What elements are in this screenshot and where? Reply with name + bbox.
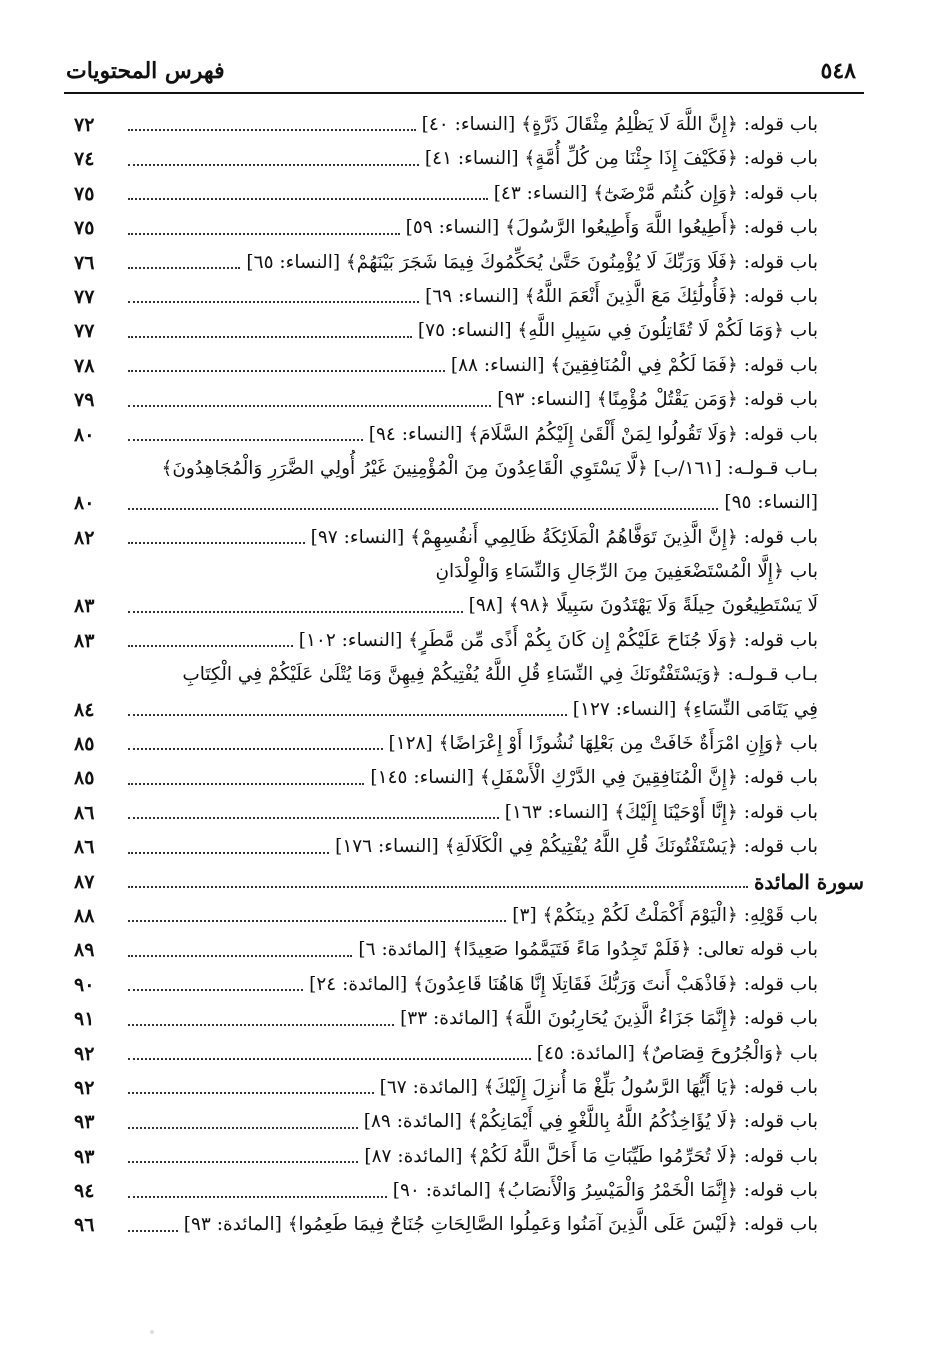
toc-entry (64, 314, 864, 348)
toc-entry-text: باب قوله تعالى: ﴿فَلَمْ تَجِدُوا مَاءً فَتَيَمَّمُوا صَعِيدًا﴾ [المائدة: ٦] (358, 939, 818, 961)
dot-leader (128, 164, 419, 166)
scan-speck (150, 1330, 154, 1334)
dot-leader (128, 817, 499, 819)
toc-entry (64, 1002, 864, 1036)
toc-page-number: ٨٠ (74, 492, 95, 515)
toc-page-number: ٨٦ (74, 836, 95, 859)
toc-entry (64, 589, 864, 623)
toc-page-number: ٧٥ (74, 182, 95, 205)
dot-leader (128, 301, 419, 303)
toc-page-number: ٧٧ (74, 320, 95, 343)
toc-entry-text: باب ﴿وَمَا لَكُمْ لَا تُقَاتِلُونَ فِي سَبِيلِ اللَّهِ﴾ [النساء: ٧٥] (417, 320, 818, 342)
toc-page-number: ٨٨ (74, 904, 95, 927)
toc-page-number: ٧٩ (74, 389, 95, 412)
toc-entry (64, 1037, 864, 1071)
dot-leader (128, 508, 718, 510)
dot-leader (128, 645, 293, 647)
toc-entry-text: باب قوله: ﴿وَلَا جُنَاحَ عَلَيْكُمْ إِن كَانَ بِكُمْ أَذًى مِّن مَّطَرٍ﴾ [النساء: ١٠٢] (298, 629, 818, 651)
toc-entry-text: باب قوله: ﴿وَإِن كُنتُم مَّرْضَىٰٓ﴾ [النساء: ٤٣] (493, 182, 818, 204)
dot-leader (128, 1058, 531, 1060)
dot-leader (128, 1024, 394, 1026)
toc-entry (64, 452, 864, 486)
toc-entry (64, 142, 864, 176)
toc-entry-text: باب قوله: ﴿إِنَّمَا جَزَاءُ الَّذِينَ يُحَارِبُونَ اللَّهَ﴾ [المائدة: ٣٣] (400, 1008, 818, 1030)
toc-entry (64, 108, 864, 142)
toc-entry (64, 933, 864, 967)
toc-entry (64, 211, 864, 245)
toc-entry (64, 1140, 864, 1174)
toc-page-number: ٧٤ (74, 148, 95, 171)
toc-page-number: ٨٤ (74, 698, 95, 721)
dot-leader (128, 852, 329, 854)
toc-entry-text: لَا يَسْتَطِيعُونَ حِيلَةً وَلَا يَهْتَدُونَ سَبِيلًا ﴿٩٨﴾ [٩٨] (468, 595, 818, 617)
toc-page-number: ٩٤ (74, 1180, 95, 1203)
toc-page-number: ٩٢ (74, 1076, 95, 1099)
toc-entry (64, 521, 864, 555)
toc-page-number: ٧٦ (74, 251, 95, 274)
toc-entry-text: باب قوله: ﴿وَلَا تَقُولُوا لِمَنْ أَلْقَىٰ إِلَيْكُمُ السَّلَامَ﴾ [النساء: ٩٤] (368, 423, 818, 445)
toc-entry-text: باب قوله: ﴿لَا يُؤَاخِذُكُمُ اللَّهُ بِاللَّغْوِ فِي أَيْمَانِكُمْ﴾ [المائدة: ٨٩] (363, 1111, 818, 1133)
toc-entry-text: باب قوله: ﴿فَاذْهَبْ أَنتَ وَرَبُّكَ فَقَاتِلَا إِنَّا هَاهُنَا قَاعِدُونَ﴾ [المائدة: ٢٤] (309, 973, 818, 995)
dot-leader (128, 336, 412, 338)
toc-entry-text: باب قوله: ﴿إِنَّمَا الْخَمْرُ وَالْمَيْسِرُ وَالْأَنصَابُ﴾ [المائدة: ٩٠] (392, 1180, 818, 1202)
toc-entry-text: باب قوله: ﴿لَيْسَ عَلَى الَّذِينَ آمَنُوا وَعَمِلُوا الصَّالِحَاتِ جُنَاحٌ فِيمَا طَعِمُوا﴾ [المائدة: ٩٣] (183, 1214, 818, 1236)
toc-entry (64, 658, 864, 692)
toc-entry-text: باب قوله: ﴿فَلَا وَرَبِّكَ لَا يُؤْمِنُونَ حَتَّىٰ يُحَكِّمُوكَ فِيمَا شَجَرَ بَيْنَهُمْ﴾ [النساء: ٦٥] (246, 251, 818, 273)
toc-page-number: ٨٣ (74, 595, 95, 618)
toc-entry-text: باب ﴿وَالْجُرُوحَ قِصَاصٌ﴾ [المائدة: ٤٥] (536, 1042, 818, 1064)
toc-page-number: ٨٩ (74, 939, 95, 962)
page-number: ٥٤٨ (820, 58, 856, 84)
dot-leader (128, 370, 445, 372)
toc-page-number: ٨٦ (74, 801, 95, 824)
toc-entry-text: باب قوله: ﴿لَا تُحَرِّمُوا طَيِّبَاتِ مَا أَحَلَّ اللَّهُ لَكُمْ﴾ [المائدة: ٨٧] (364, 1145, 818, 1167)
toc-entry-text: سورة المائدة (753, 869, 864, 894)
dot-leader (128, 920, 506, 922)
toc-entry-text: باب قَوْلِهِ: ﴿الْيَوْمَ أَكْمَلْتُ لَكُمْ دِينَكُمْ﴾ [٣] (512, 904, 818, 926)
toc-entry-text: باب قوله: ﴿إِنَّا أَوْحَيْنَا إِلَيْكَ﴾ [النساء: ١٦٣] (504, 801, 818, 823)
toc-page-number: ٨٠ (74, 423, 95, 446)
toc-entry (64, 1071, 864, 1105)
dot-leader (128, 439, 363, 441)
toc-entry (64, 1174, 864, 1208)
toc-page-number: ٩٣ (74, 1145, 95, 1168)
dot-leader (128, 886, 748, 888)
dot-leader (128, 714, 567, 716)
toc-entry-text: فِي يَتَامَى النِّسَاءِ﴾ [النساء: ١٢٧] (572, 698, 818, 720)
toc-entry-text: باب قوله: ﴿فَمَا لَكُمْ فِي الْمُنَافِقِينَ﴾ [النساء: ٨٨] (450, 354, 818, 376)
toc-entry-text: باب قوله: ﴿إِنَّ اللَّهَ لَا يَظْلِمُ مِثْقَالَ ذَرَّةٍ﴾ [النساء: ٤٠] (421, 113, 818, 135)
toc-entry (64, 1209, 864, 1243)
dot-leader (128, 748, 383, 750)
dot-leader (128, 267, 240, 269)
toc-entry-text: باب قوله: ﴿أَطِيعُوا اللَّهَ وَأَطِيعُوا الرَّسُولَ﴾ [النساء: ٥٩] (405, 217, 818, 239)
toc-entry (64, 349, 864, 383)
toc-entry (64, 486, 864, 520)
toc-page-number: ٨٣ (74, 629, 95, 652)
toc-entry (64, 246, 864, 280)
dot-leader (128, 1092, 374, 1094)
dot-leader (128, 129, 416, 131)
dot-leader (128, 1196, 387, 1198)
dot-leader (128, 1127, 358, 1129)
toc-page-number: ٨٥ (74, 733, 95, 756)
dot-leader (128, 405, 491, 407)
dot-leader (128, 955, 352, 957)
dot-leader (128, 611, 463, 613)
toc-entry-text: باب قوله: ﴿فَكَيْفَ إِذَا جِئْنَا مِن كُلِّ أُمَّةٍ﴾ [النساء: ٤١] (424, 148, 818, 170)
toc-entry (64, 555, 864, 589)
toc-page-number: ٧٧ (74, 285, 95, 308)
toc-entry (64, 383, 864, 417)
toc-entry (64, 899, 864, 933)
toc-entry (64, 968, 864, 1002)
toc-entry (64, 280, 864, 314)
toc-entry (64, 761, 864, 795)
toc-page-number: ٩١ (74, 1008, 95, 1031)
toc-entry-text: باب قوله: ﴿إِنَّ الَّذِينَ تَوَفَّاهُمُ الْمَلَائِكَةُ ظَالِمِي أَنفُسِهِمْ﴾ [النساء: ٩٧] (310, 526, 818, 548)
toc-page-number: ٨٢ (74, 526, 95, 549)
dot-leader (128, 198, 488, 200)
toc-entry-text: باب قوله: ﴿إِنَّ الْمُنَافِقِينَ فِي الدَّرْكِ الْأَسْفَلِ﴾ [النساء: ١٤٥] (370, 767, 818, 789)
toc-page-number: ٧٢ (74, 113, 95, 136)
toc-entry (64, 624, 864, 658)
toc-page-number: ٧٨ (74, 354, 95, 377)
toc-entry-text: باب ﴿إِلَّا الْمُسْتَضْعَفِينَ مِنَ الرِّجَالِ وَالنِّسَاءِ وَالْوِلْدَانِ (435, 561, 818, 583)
toc-page-number: ٩٠ (74, 973, 95, 996)
toc-page-number: ٩٢ (74, 1042, 95, 1065)
toc-page-number: ٨٥ (74, 767, 95, 790)
toc-entry-text: بـاب قـولـه: ﴿وَيَسْتَفْتُونَكَ فِي النِّسَاءِ قُلِ اللَّهُ يُفْتِيكُمْ فِيهِنَّ وَمَا يُتْلَىٰ عَلَيْكُمْ فِي الْكِتَابِ (182, 664, 818, 686)
toc-entry-text: باب قوله: ﴿يَسْتَفْتُونَكَ قُلِ اللَّهُ يُفْتِيكُمْ فِي الْكَلَالَةِ﴾ [النساء: ١٧٦] (335, 836, 818, 858)
dot-leader (128, 1161, 358, 1163)
toc-entry-text: باب قوله: ﴿وَمَن يَقْتُلْ مُؤْمِنًا﴾ [النساء: ٩٣] (497, 389, 818, 411)
page-header (64, 56, 864, 94)
toc-entry (64, 727, 864, 761)
toc-entry-text: [النساء: ٩٥] (724, 492, 818, 514)
toc-entry (64, 418, 864, 452)
dot-leader (128, 1230, 178, 1232)
dot-leader (128, 989, 303, 991)
table-of-contents (64, 108, 864, 1243)
toc-page-number: ٧٥ (74, 217, 95, 240)
toc-page-number: ٨٧ (74, 870, 95, 893)
dot-leader (128, 542, 305, 544)
toc-page-number: ٩٦ (74, 1214, 95, 1237)
toc-entry (64, 1105, 864, 1139)
toc-entry (64, 830, 864, 864)
toc-entry-text: باب ﴿وَإِنِ امْرَأَةٌ خَافَتْ مِن بَعْلِهَا نُشُوزًا أَوْ إِعْرَاضًا﴾ [١٢٨] (388, 733, 818, 755)
toc-entry (64, 796, 864, 830)
page-title: فهرس المحتويات (66, 58, 225, 84)
dot-leader (128, 233, 400, 235)
dot-leader (128, 783, 364, 785)
toc-entry (64, 177, 864, 211)
toc-entry-text: باب قوله: ﴿فَأُولَٰئِكَ مَعَ الَّذِينَ أَنْعَمَ اللَّهُ﴾ [النساء: ٦٩] (425, 285, 818, 307)
toc-entry (64, 693, 864, 727)
toc-entry-text: باب قوله: ﴿يَا أَيُّهَا الرَّسُولُ بَلِّغْ مَا أُنزِلَ إِلَيْكَ﴾ [المائدة: ٦٧] (379, 1076, 818, 1098)
toc-entry-text: بـاب قـولـه: [١٦١/ب] ﴿لَّا يَسْتَوِي الْقَاعِدُونَ مِنَ الْمُؤْمِنِينَ غَيْرُ أُولِي الضَّرَرِ وَالْمُجَاهِدُونَ﴾ (161, 457, 818, 479)
toc-page-number: ٩٣ (74, 1111, 95, 1134)
toc-section-heading (64, 865, 864, 899)
